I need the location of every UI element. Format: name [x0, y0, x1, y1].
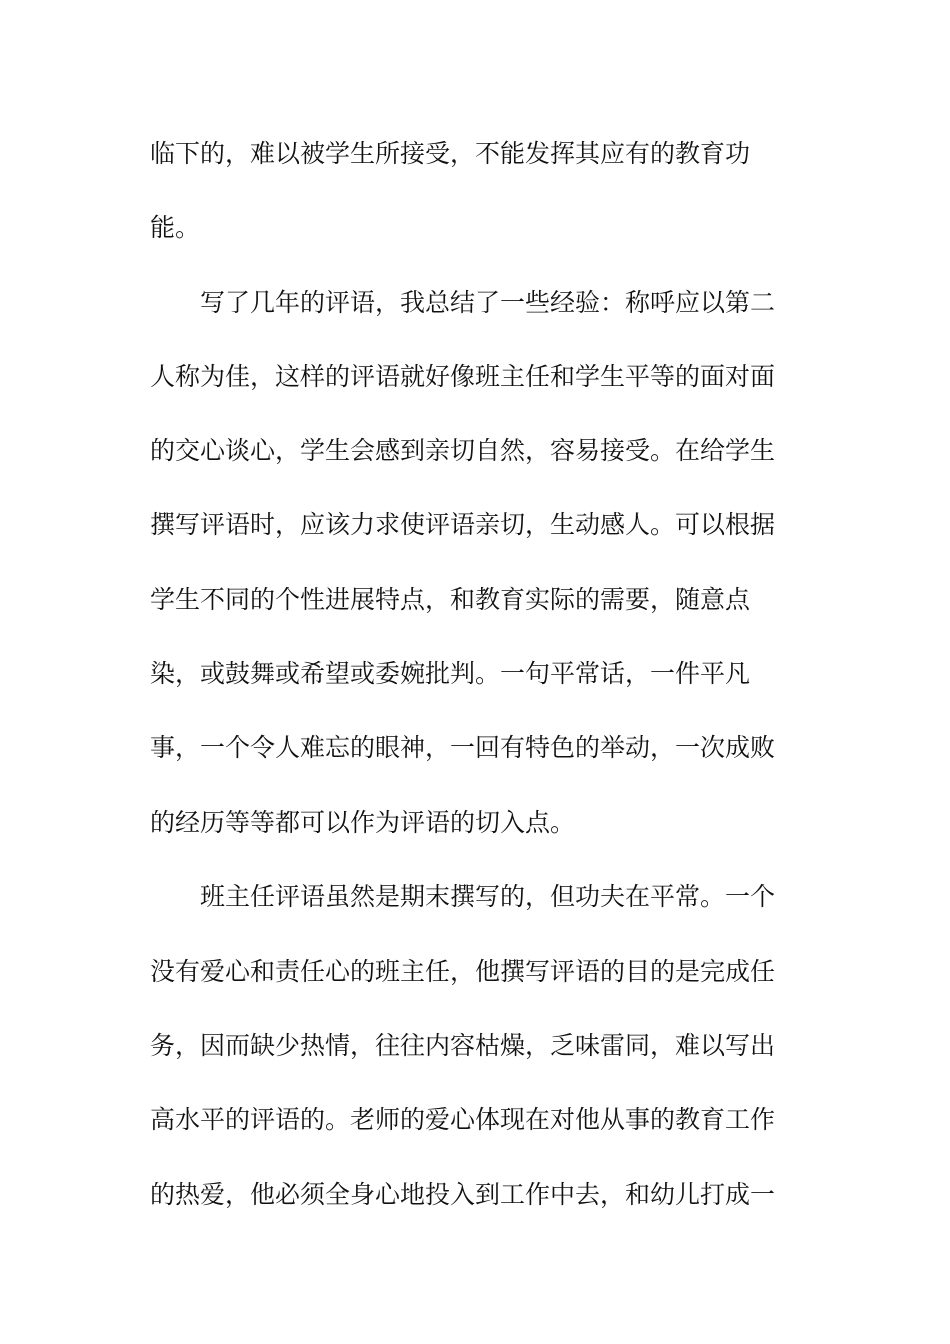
text-line: 人称为佳，这样的评语就好像班主任和学生平等的面对面: [150, 362, 776, 391]
text-line: 学生不同的个性进展特点，和教育实际的需要，随意点: [150, 585, 751, 614]
text-line: 染，或鼓舞或希望或委婉批判。一句平常话，一件平凡: [150, 659, 751, 688]
text-line: 的热爱，他必须全身心地投入到工作中去，和幼儿打成一: [150, 1180, 776, 1209]
text-line: 没有爱心和责任心的班主任，他撰写评语的目的是完成任: [150, 957, 776, 986]
text-line: 撰写评语时，应该力求使评语亲切，生动感人。可以根据: [150, 510, 776, 539]
text-line: 事，一个令人难忘的眼神，一回有特色的举动，一次成败: [150, 733, 776, 762]
text-line: 临下的，难以被学生所接受，不能发挥其应有的教育功: [150, 139, 751, 168]
text-line: 的交心谈心，学生会感到亲切自然，容易接受。在给学生: [150, 436, 776, 465]
text-line: 务，因而缺少热情，往往内容枯燥，乏味雷同，难以写出: [150, 1031, 776, 1060]
paragraph-first-line: 班主任评语虽然是期末撰写的，但功夫在平常。一个: [200, 882, 776, 911]
paragraph-first-line: 写了几年的评语，我总结了一些经验：称呼应以第二: [200, 288, 776, 317]
text-line: 的经历等等都可以作为评语的切入点。: [150, 808, 576, 837]
text-line: 能。: [150, 213, 201, 242]
text-line: 高水平的评语的。老师的爱心体现在对他从事的教育工作: [150, 1105, 776, 1134]
